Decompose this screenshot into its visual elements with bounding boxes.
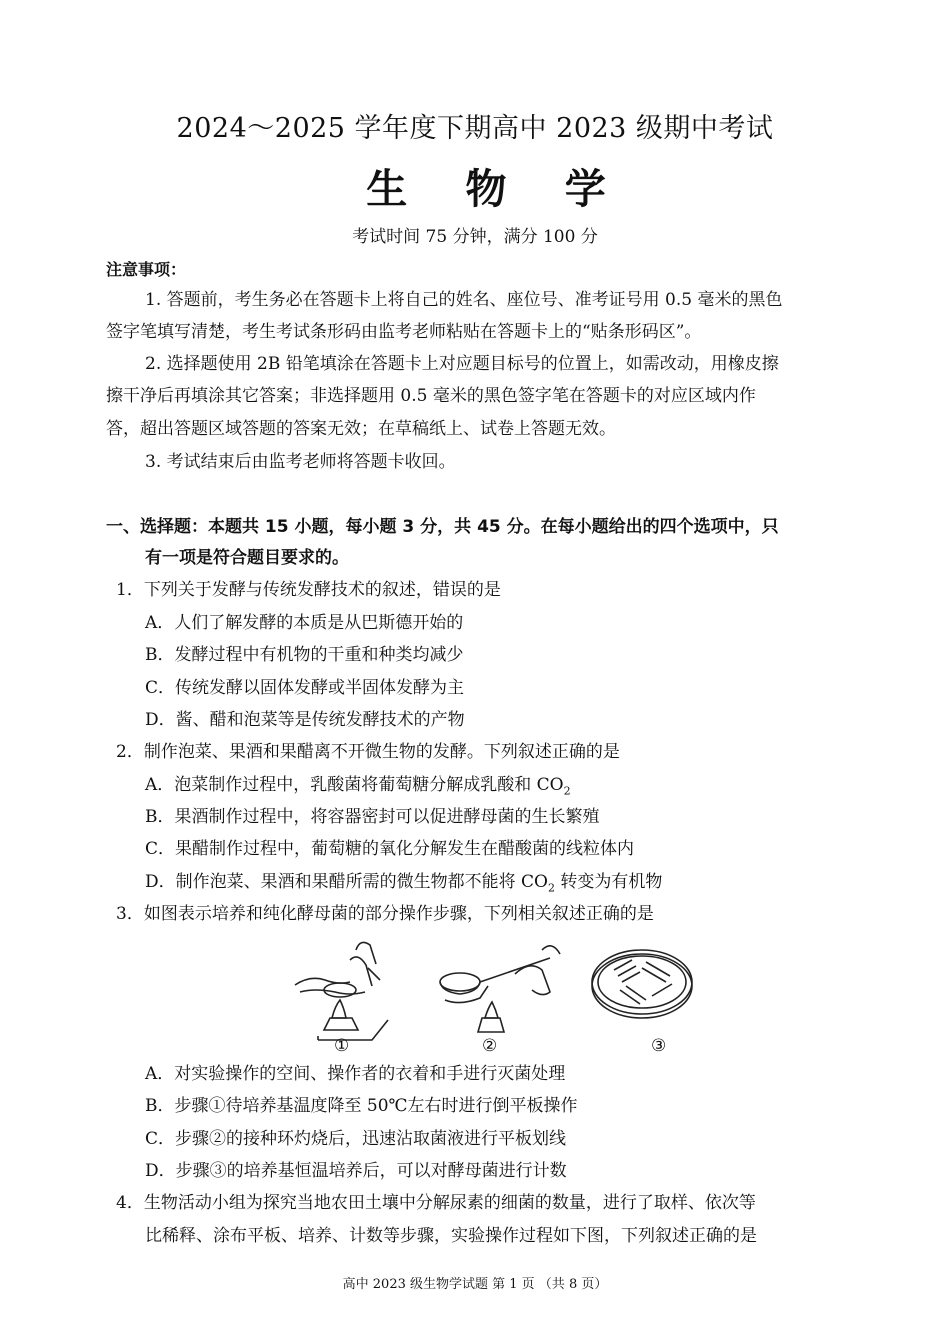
figure-label-2: ② xyxy=(482,1036,498,1056)
q2-option-d xyxy=(145,870,662,900)
figure-label-1: ① xyxy=(334,1036,350,1056)
notice-line: 1. 答题前，考生务必在答题卡上将自己的姓名、座位号、准考证号用 0.5 毫米的黑色 xyxy=(145,290,783,310)
petri-dish-streak-illustration xyxy=(592,950,692,1018)
subscript: 2 xyxy=(563,784,571,798)
q1-option-d: D．酱、醋和泡菜等是传统发酵技术的产物 xyxy=(145,710,465,730)
q3-option-c: C．步骤②的接种环灼烧后，迅速沾取菌液进行平板划线 xyxy=(145,1129,567,1149)
question-4-stem-cont: 比稀释、涂布平板、培养、计数等步骤，实验操作过程如下图，下列叙述正确的是 xyxy=(145,1226,757,1246)
q1-option-b: B．发酵过程中有机物的干重和种类均减少 xyxy=(145,645,464,665)
subject-title: 生 物 学 xyxy=(366,165,628,213)
figure-label-3: ③ xyxy=(651,1036,667,1056)
q2-option-d-tail: 转变为有机物 xyxy=(554,872,663,892)
section-heading: 一、选择题：本题共 15 小题，每小题 3 分，共 45 分。在每小题给出的四个选项中，只 xyxy=(106,517,779,537)
page-footer: 高中 2023 级生物学试题 第 1 页 （共 8 页） xyxy=(342,1277,608,1292)
exam-time-info: 考试时间 75 分钟，满分 100 分 xyxy=(352,227,598,247)
q3-option-a: A．对实验操作的空间、操作者的衣着和手进行灭菌处理 xyxy=(145,1064,566,1084)
subscript: 2 xyxy=(547,881,555,895)
q3-option-d: D．步骤③的培养基恒温培养后，可以对酵母菌进行计数 xyxy=(145,1161,567,1181)
q2-option-a xyxy=(145,773,571,803)
q1-option-a: A．人们了解发酵的本质是从巴斯德开始的 xyxy=(145,613,464,633)
q2-option-a-text: A．泡菜制作过程中，乳酸菌将葡萄糖分解成乳酸和 CO xyxy=(145,775,564,795)
q2-option-c: C．果醋制作过程中，葡萄糖的氧化分解发生在醋酸菌的线粒体内 xyxy=(145,839,635,859)
notice-line: 2. 选择题使用 2B 铅笔填涂在答题卡上对应题目标号的位置上，如需改动，用橡皮擦 xyxy=(145,354,779,374)
question-2-stem: 2．制作泡菜、果酒和果醋离不开微生物的发酵。下列叙述正确的是 xyxy=(116,742,620,762)
notice-line: 签字笔填写清楚，考生考试条形码由监考老师粘贴在答题卡上的“贴条形码区”。 xyxy=(106,322,702,342)
notice-heading: 注意事项： xyxy=(106,260,187,279)
q3-option-b: B．步骤①待培养基温度降至 50℃左右时进行倒平板操作 xyxy=(145,1096,578,1116)
question-3-stem: 3．如图表示培养和纯化酵母菌的部分操作步骤，下列相关叙述正确的是 xyxy=(116,904,654,924)
pour-plate-step-illustration xyxy=(295,942,388,1040)
section-heading: 有一项是符合题目要求的。 xyxy=(145,548,349,568)
notice-line: 擦干净后再填涂其它答案；非选择题用 0.5 毫米的黑色签字笔在答题卡的对应区域内作 xyxy=(106,386,756,406)
question-1-stem: 1．下列关于发酵与传统发酵技术的叙述，错误的是 xyxy=(116,580,501,600)
exam-title: 2024～2025 学年度下期高中 2023 级期中考试 xyxy=(176,113,774,144)
q2-option-b: B．果酒制作过程中，将容器密封可以促进酵母菌的生长繁殖 xyxy=(145,807,600,827)
q2-option-d-text: D．制作泡菜、果酒和果醋所需的微生物都不能将 CO xyxy=(145,872,548,892)
question-4-stem: 4．生物活动小组为探究当地农田土壤中分解尿素的细菌的数量，进行了取样、依次等 xyxy=(116,1193,756,1213)
streak-loop-step-illustration xyxy=(440,946,560,1032)
notice-line: 3. 考试结束后由监考老师将答题卡收回。 xyxy=(145,452,456,472)
q1-option-c: C．传统发酵以固体发酵或半固体发酵为主 xyxy=(145,678,465,698)
notice-line: 答，超出答题区域答题的答案无效；在草稿纸上、试卷上答题无效。 xyxy=(106,419,616,439)
